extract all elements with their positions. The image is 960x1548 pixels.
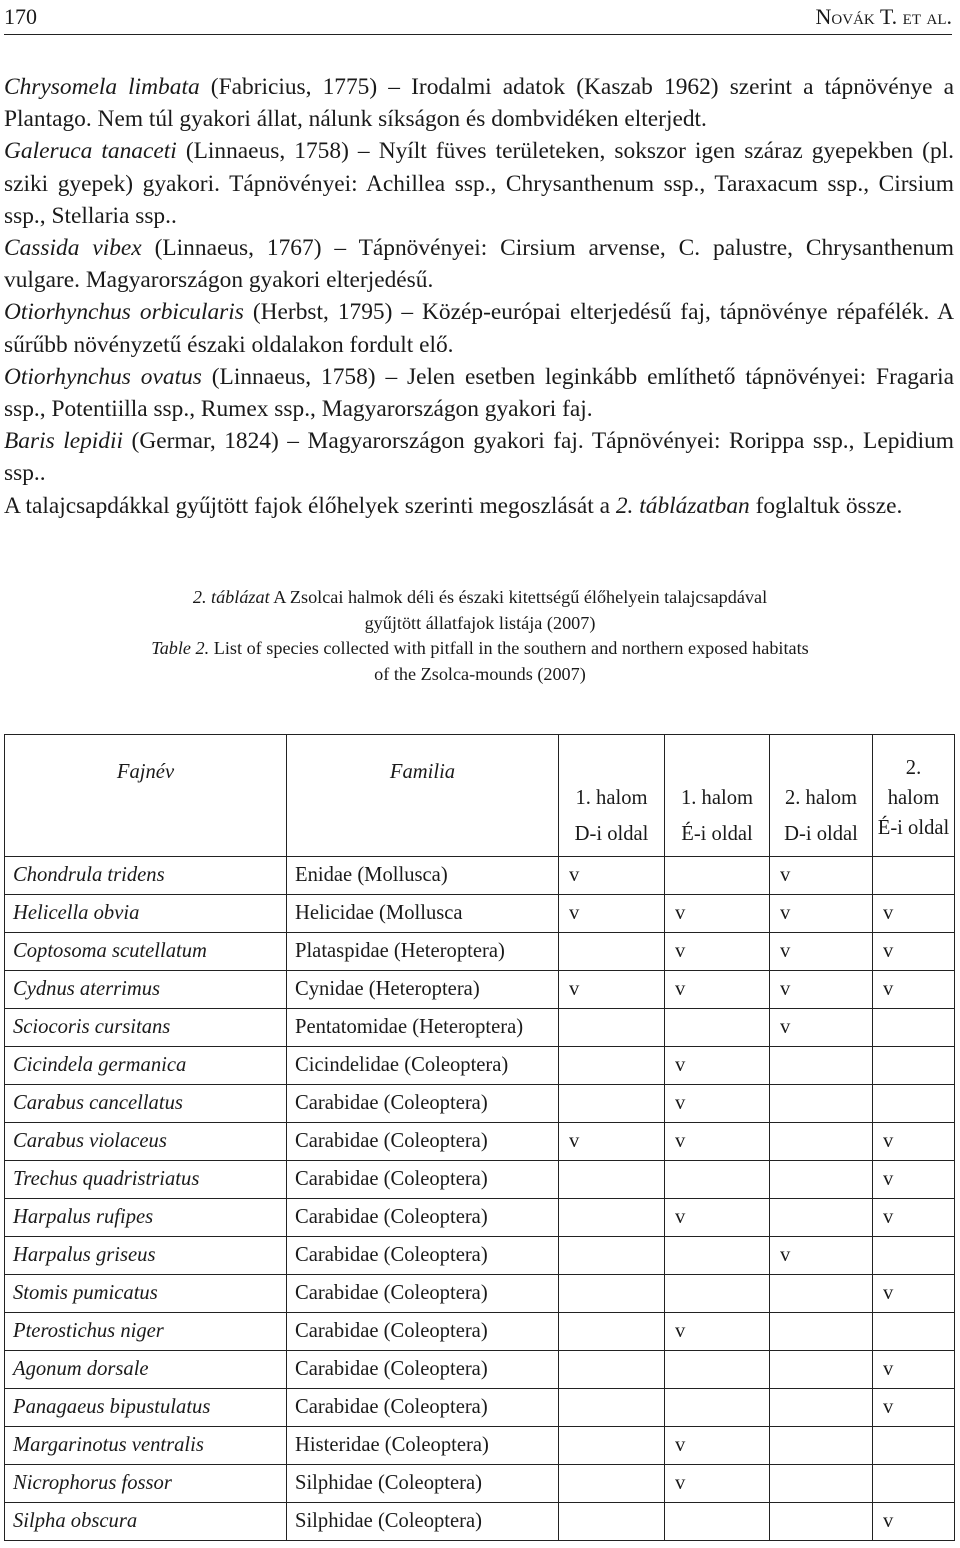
family-cell: Carabidae (Coleoptera) (287, 1237, 559, 1275)
presence-cell: v (559, 971, 665, 1009)
family-cell: Plataspidae (Heteroptera) (287, 933, 559, 971)
family-cell: Helicidae (Mollusca (287, 895, 559, 933)
column-header-mound-1: 1. halom (559, 735, 665, 813)
paragraph-text: (Linnaeus, 1758) – Jelen esetben leginkább említhető tápnövényei: Fragaria ssp., Potentiilla ssp., Rumex ssp., Magyarországon gyakori faj. (4, 363, 954, 423)
species-cell: Carabus cancellatus (5, 1085, 287, 1123)
presence-cell (665, 857, 770, 895)
presence-cell: v (665, 1427, 770, 1465)
presence-cell: v (665, 1465, 770, 1503)
table-row (5, 933, 955, 971)
presence-cell: v (665, 933, 770, 971)
presence-cell (873, 1085, 955, 1123)
paragraph-text: (Linnaeus, 1758) – Nyílt füves területeken, sokszor igen száraz gyepekben (pl. sziki gyepek) gyakori. Tápnövényei: Achillea ssp., Chrysanthenum ssp., Taraxacum ssp., Cirsium ssp., Stellaria ssp.. (4, 138, 954, 229)
presence-cell (770, 1161, 873, 1199)
paragraph-text: foglaltuk össze. (749, 492, 903, 519)
table-caption (60, 585, 900, 687)
table-row (5, 1389, 955, 1427)
column-header-mound-3: 2. halom (770, 735, 873, 813)
species-cell: Agonum dorsale (5, 1351, 287, 1389)
paragraph-text: (Herbst, 1795) – Közép-európai elterjedésű faj, tápnövénye répafélék. A sűrűbb növényzetű északi oldalakon fordult elő. (4, 299, 954, 358)
presence-cell (770, 1389, 873, 1427)
species-cell: Cydnus aterrimus (5, 971, 287, 1009)
presence-cell: v (665, 895, 770, 933)
table-row (5, 1237, 955, 1275)
species-cell: Nicrophorus fossor (5, 1465, 287, 1503)
presence-cell (559, 1085, 665, 1123)
species-cell: Margarinotus ventralis (5, 1427, 287, 1465)
column-header-mound-2: 1. halom (665, 735, 770, 813)
caption-hungarian (60, 585, 900, 611)
presence-cell (873, 1465, 955, 1503)
presence-cell (559, 1009, 665, 1047)
presence-cell: v (665, 1199, 770, 1237)
presence-cell (559, 1275, 665, 1313)
paragraph-text: (Linnaeus, 1767) – Tápnövényei: Cirsium arvense, C. palustre, Chrysanthenum vulgare. Magyarországon gyakori elterjedésű. (4, 235, 954, 294)
table-row (5, 1427, 955, 1465)
body-paragraph (4, 296, 954, 360)
running-head-author: Novák T. et al. (815, 4, 952, 29)
presence-cell (665, 1389, 770, 1427)
presence-cell (873, 1313, 955, 1351)
species-cell: Carabus violaceus (5, 1123, 287, 1161)
family-cell: Silphidae (Coleoptera) (287, 1465, 559, 1503)
presence-cell (559, 933, 665, 971)
species-name: Cassida vibex (4, 235, 142, 262)
body-paragraph (4, 425, 954, 489)
presence-cell: v (665, 1047, 770, 1085)
presence-cell (559, 1427, 665, 1465)
species-cell: Stomis pumicatus (5, 1275, 287, 1313)
family-cell: Carabidae (Coleoptera) (287, 1313, 559, 1351)
presence-cell (873, 1009, 955, 1047)
column-header-side-2: É-i oldal (665, 813, 770, 857)
species-cell: Trechus quadristriatus (5, 1161, 287, 1199)
family-cell: Cicindelidae (Coleoptera) (287, 1047, 559, 1085)
species-cell: Sciocoris cursitans (5, 1009, 287, 1047)
table-row (5, 1123, 955, 1161)
family-cell: Carabidae (Coleoptera) (287, 1389, 559, 1427)
species-name: Otiorhynchus ovatus (4, 363, 202, 390)
column-header-side-4: É-i oldal (873, 813, 955, 857)
presence-cell: v (665, 1313, 770, 1351)
presence-cell (559, 1351, 665, 1389)
presence-cell (873, 1237, 955, 1275)
column-header-side-3: D-i oldal (770, 813, 873, 857)
presence-cell (873, 1427, 955, 1465)
body-paragraph (4, 232, 954, 296)
species-cell: Silpha obscura (5, 1503, 287, 1541)
body-paragraph (4, 135, 954, 232)
presence-cell (770, 1123, 873, 1161)
page-number: 170 (4, 4, 37, 29)
family-cell: Carabidae (Coleoptera) (287, 1351, 559, 1389)
presence-cell: v (873, 1161, 955, 1199)
caption-hu-label: 2. táblázat (192, 587, 270, 607)
presence-cell: v (665, 1085, 770, 1123)
presence-cell: v (770, 971, 873, 1009)
caption-en-text-2: of the Zsolca-mounds (2007) (374, 663, 586, 684)
presence-cell (559, 1389, 665, 1427)
presence-cell (559, 1199, 665, 1237)
species-cell: Harpalus rufipes (5, 1199, 287, 1237)
caption-english (60, 636, 900, 662)
table-row (5, 971, 955, 1009)
species-name: Baris lepidii (4, 428, 123, 455)
paragraph-text: (Fabricius, 1775) – Irodalmi adatok (Kaszab 1962) szerint a tápnövénye a Plantago. Nem túl gyakori állat, nálunk síkságon és dombvidéken elterjedt. (4, 74, 955, 133)
presence-cell: v (665, 1123, 770, 1161)
table-row (5, 895, 955, 933)
presence-cell (770, 1199, 873, 1237)
column-header-mound-4: 2. halom (873, 735, 955, 813)
table-row (5, 1465, 955, 1503)
paragraph-text: (Germar, 1824) – Magyarországon gyakori faj. Tápnövényei: Rorippa ssp., Lepidium ssp.. (4, 428, 954, 487)
presence-cell (559, 1465, 665, 1503)
presence-cell (559, 1161, 665, 1199)
table-row (5, 1313, 955, 1351)
species-name: 2. táblázatban (615, 492, 750, 519)
table-row (5, 1009, 955, 1047)
species-name: Chrysomela limbata (4, 74, 200, 100)
body-paragraph (4, 71, 954, 135)
presence-cell (770, 1427, 873, 1465)
table-row (5, 1199, 955, 1237)
presence-cell (770, 1047, 873, 1085)
presence-cell: v (559, 895, 665, 933)
family-cell: Carabidae (Coleoptera) (287, 1199, 559, 1237)
family-cell: Pentatomidae (Heteroptera) (287, 1009, 559, 1047)
caption-en-text-1: List of species collected with pitfall in the southern and northern exposed habitats (213, 638, 809, 659)
table-row (5, 1085, 955, 1123)
caption-hu-text-1: A Zsolcai halmok déli és északi kitettségű élőhelyein talajcsapdával (273, 587, 768, 607)
body-paragraph (4, 361, 954, 425)
presence-cell: v (873, 1351, 955, 1389)
presence-cell (665, 1351, 770, 1389)
presence-cell: v (873, 1199, 955, 1237)
column-header-family: Familia (287, 735, 559, 857)
species-cell: Chondrula tridens (5, 857, 287, 895)
caption-en-label: Table 2. (151, 638, 210, 659)
presence-cell: v (770, 857, 873, 895)
presence-cell: v (665, 971, 770, 1009)
presence-cell: v (770, 1009, 873, 1047)
presence-cell: v (770, 933, 873, 971)
table-header-row-1 (5, 735, 955, 813)
presence-cell (770, 1275, 873, 1313)
presence-cell (770, 1503, 873, 1541)
presence-cell (665, 1161, 770, 1199)
column-header-species: Fajnév (5, 735, 287, 857)
table-row (5, 1161, 955, 1199)
presence-cell: v (873, 1275, 955, 1313)
species-name: Galeruca tanaceti (4, 138, 177, 165)
presence-cell (770, 1351, 873, 1389)
presence-cell (665, 1275, 770, 1313)
presence-cell (665, 1237, 770, 1275)
family-cell: Carabidae (Coleoptera) (287, 1275, 559, 1313)
family-cell: Histeridae (Coleoptera) (287, 1427, 559, 1465)
paragraph-text: A talajcsapdákkal gyűjtött fajok élőhelyek szerinti megoszlását a (4, 492, 616, 519)
presence-cell: v (770, 895, 873, 933)
presence-cell: v (873, 895, 955, 933)
presence-cell (559, 1237, 665, 1275)
family-cell: Enidae (Mollusca) (287, 857, 559, 895)
presence-cell: v (873, 1389, 955, 1427)
presence-cell: v (873, 971, 955, 1009)
presence-cell (770, 1465, 873, 1503)
body-text (4, 71, 954, 522)
species-name: Otiorhynchus orbicularis (4, 299, 244, 326)
presence-cell (559, 1313, 665, 1351)
table-row (5, 1275, 955, 1313)
presence-cell: v (770, 1237, 873, 1275)
family-cell: Carabidae (Coleoptera) (287, 1123, 559, 1161)
family-cell: Carabidae (Coleoptera) (287, 1161, 559, 1199)
species-cell: Pterostichus niger (5, 1313, 287, 1351)
presence-cell: v (873, 1503, 955, 1541)
family-cell: Carabidae (Coleoptera) (287, 1085, 559, 1123)
table-row (5, 1503, 955, 1541)
species-cell: Panagaeus bipustulatus (5, 1389, 287, 1427)
presence-cell: v (873, 1123, 955, 1161)
presence-cell: v (873, 933, 955, 971)
presence-cell (559, 1047, 665, 1085)
presence-cell (665, 1009, 770, 1047)
column-header-side-1: D-i oldal (559, 813, 665, 857)
presence-cell (873, 1047, 955, 1085)
species-table (4, 734, 955, 1541)
table-row (5, 857, 955, 895)
presence-cell: v (559, 1123, 665, 1161)
species-cell: Coptosoma scutellatum (5, 933, 287, 971)
presence-cell (559, 1503, 665, 1541)
species-cell: Harpalus griseus (5, 1237, 287, 1275)
table-row (5, 1351, 955, 1389)
running-header (4, 4, 952, 35)
family-cell: Silphidae (Coleoptera) (287, 1503, 559, 1541)
species-cell: Cicindela germanica (5, 1047, 287, 1085)
presence-cell (770, 1313, 873, 1351)
species-cell: Helicella obvia (5, 895, 287, 933)
caption-hu-text-2: gyűjtött állatfajok listája (2007) (364, 612, 596, 633)
presence-cell: v (559, 857, 665, 895)
presence-cell (770, 1085, 873, 1123)
body-paragraph (4, 490, 954, 522)
presence-cell (873, 857, 955, 895)
table-row (5, 1047, 955, 1085)
family-cell: Cynidae (Heteroptera) (287, 971, 559, 1009)
presence-cell (665, 1503, 770, 1541)
